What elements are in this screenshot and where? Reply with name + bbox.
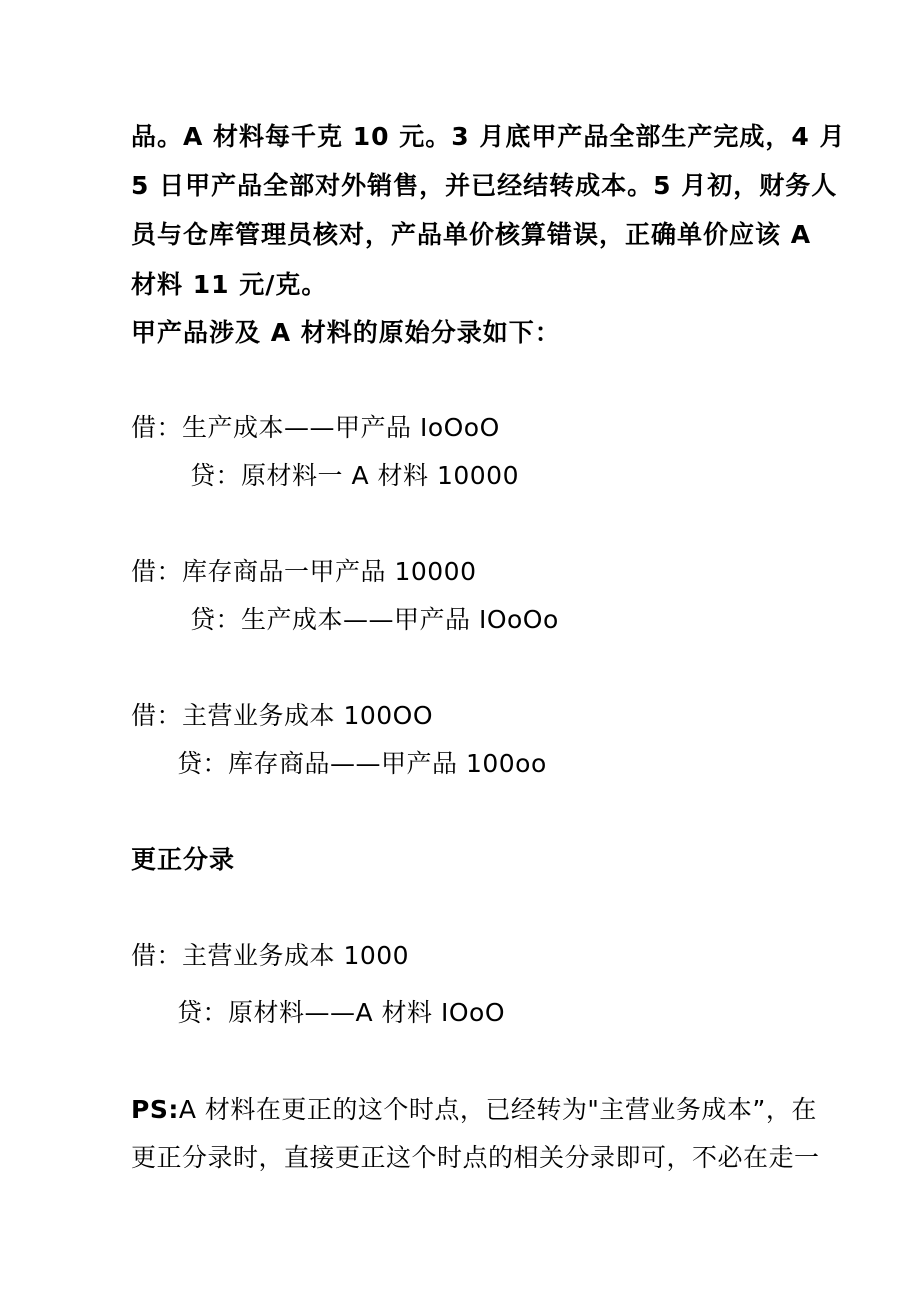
entry-3-debit: 借：主营业务成本 100OO: [131, 701, 434, 730]
entries-heading: 甲产品涉及 A 材料的原始分录如下：: [131, 318, 561, 347]
intro-line-1: 品。A 材料每千克 10 元。3 月底甲产品全部生产完成，4 月: [131, 122, 846, 151]
entry-2-debit: 借：库存商品一甲产品 10000: [131, 557, 477, 586]
ps-line-2: 更正分录时，直接更正这个时点的相关分录即可，不必在走一: [131, 1143, 820, 1172]
entry-2-credit: 贷：生产成本——甲产品 IOoOo: [190, 605, 559, 634]
intro-line-4: 材料 11 元/克。: [131, 270, 328, 299]
correction-heading: 更正分录: [131, 845, 236, 874]
ps-line-1-text: A 材料在更正的这个时点，已经转为"主营业务成本”，在: [178, 1095, 817, 1124]
entry-1-credit: 贷：原材料一 A 材料 10000: [190, 461, 519, 490]
intro-line-3: 员与仓库管理员核对，产品单价核算错误，正确单价应该 A: [131, 220, 812, 249]
ps-line-1: [131, 1093, 817, 1127]
correction-debit: 借：主营业务成本 1000: [131, 941, 410, 970]
entry-1-debit: 借：生产成本——甲产品 IoOoO: [131, 413, 500, 442]
intro-line-2: 5 日甲产品全部对外销售，并已经结转成本。5 月初，财务人: [131, 171, 838, 200]
correction-credit: 贷：原材料——A 材料 IOoO: [177, 998, 506, 1027]
entry-3-credit: 贷：库存商品——甲产品 100oo: [177, 749, 547, 778]
ps-label: PS:: [131, 1095, 179, 1124]
